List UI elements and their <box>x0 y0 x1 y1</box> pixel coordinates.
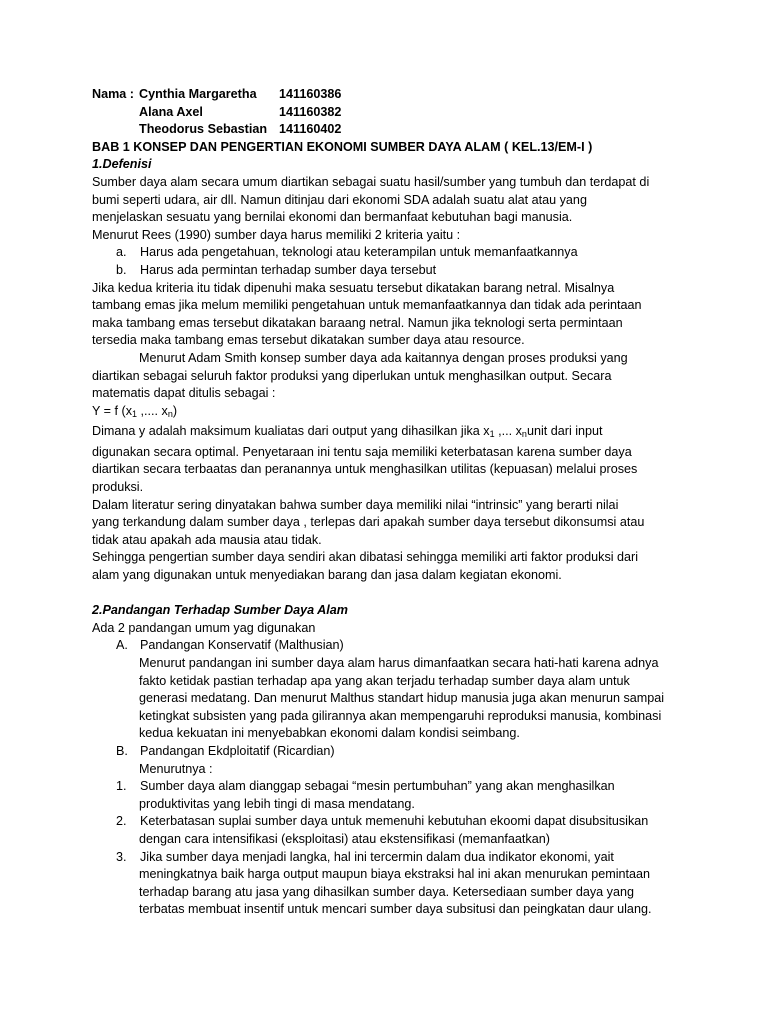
blank-line <box>92 585 682 603</box>
paragraph-line: produksi. <box>92 480 144 495</box>
list-continuation: produktivitas yang lebih tingi di masa mendatang. <box>139 796 415 811</box>
paragraph-line-indented: fakto ketidak pastian terhadap apa yang akan terjadu terhadap sumber daya alam untuk <box>139 673 630 688</box>
paragraph-line: diartikan sebagai seluruh faktor produksi yang diperlukan untuk menghasilkan output. Secara <box>92 368 612 383</box>
member-nim: 141160386 <box>279 87 342 101</box>
paragraph-line: digunakan secara optimal. Penyetaraan ini tentu saja memiliki keterbatasan karena sumber daya <box>92 444 632 459</box>
formula: Y = f ($x_1$ ,.... $x_n$) <box>92 403 178 419</box>
paragraph-line: Sumber daya alam secara umum diartikan sebagai suatu hasil/sumber yang tumbuh dan terdapat di <box>92 174 650 189</box>
numbered-item-2 <box>92 813 682 831</box>
view-item-b <box>92 743 682 761</box>
list-marker: 3. <box>116 849 127 864</box>
paragraph-line: Dalam literatur sering dinyatakan bahwa sumber daya memiliki nilai “intrinsic” yang berarti nilai <box>92 497 619 512</box>
paragraph-line: alam yang digunakan untuk menyediakan barang dan jasa dalam kegiatan ekonomi. <box>92 568 562 583</box>
paragraph-line-indented: Menurut Adam Smith konsep sumber daya ada kaitannya dengan proses produksi yang <box>139 350 628 365</box>
paragraph-line: bumi seperti udara, air dll. Namun ditinjau dari ekonomi SDA adalah suatu alat atau yang <box>92 192 587 207</box>
member-row-2 <box>92 104 682 122</box>
paragraph-line-indented: Menurut pandangan ini sumber daya alam harus dimanfaatkan secara hati-hati karena adnya <box>139 656 659 670</box>
paragraph-line: Menurut Rees (1990) sumber daya harus memiliki 2 kriteria yaitu : <box>92 227 461 242</box>
paragraph-line: Sehingga pengertian sumber daya sendiri akan dibatasi sehingga memiliki arti faktor produksi dari <box>92 550 639 565</box>
numbered-item-3 <box>92 849 682 867</box>
list-marker: A. <box>116 638 128 653</box>
member-name: Theodorus Sebastian <box>139 122 268 137</box>
list-text: Harus ada pengetahuan, teknologi atau keterampilan untuk memanfaatkannya <box>140 245 578 260</box>
section-heading-views: 2.Pandangan Terhadap Sumber Daya Alam <box>92 603 348 618</box>
list-text: Pandangan Konservatif (Malthusian) <box>140 638 344 653</box>
paragraph-line: Jika kedua kriteria itu tidak dipenuhi maka sesuatu tersebut dikatakan barang netral. Misalnya <box>92 280 615 295</box>
member-name: Alana Axel <box>139 104 203 119</box>
list-text: Sumber daya alam dianggap sebagai “mesin pertumbuhan” yang akan menghasilkan <box>140 779 615 794</box>
name-label: Nama : <box>92 87 134 101</box>
list-marker: a. <box>116 245 127 260</box>
criteria-item-a <box>92 244 682 262</box>
list-marker: b. <box>116 262 127 277</box>
list-text: Harus ada permintan terhadap sumber daya tersebut <box>140 262 437 277</box>
paragraph-line: tidak atau apakah ada mausia atau tidak. <box>92 532 322 547</box>
list-text: Jika sumber daya menjadi langka, hal ini tercermin dalam dua indikator ekonomi, yait <box>140 849 614 864</box>
view-item-a <box>92 637 682 655</box>
paragraph-line: Dimana y adalah maksimum kualiatas dari output yang dihasilkan jika $x_1$ ,... $x_nunit$ dari input <box>92 424 603 440</box>
member-row-1 <box>92 86 682 104</box>
paragraph-line: yang terkandung dalam sumber daya , terlepas dari apakah sumber daya tersebut dikonsumsi atau <box>92 515 645 530</box>
list-marker: 2. <box>116 814 127 829</box>
member-nim: 141160382 <box>279 104 342 119</box>
paragraph-line: diartikan secara terbaatas dan peranannya untuk menghasilkan utilitas (kepuasan) melalui proses <box>92 462 638 477</box>
member-name: Cynthia Margaretha <box>139 87 257 101</box>
paragraph-line: tersedia maka tambang emas tersebut dikatakan sumber daya atau resource. <box>92 333 525 348</box>
paragraph-line-indented: kedua kekuatan ini menyebabkan ekonomi dalam kondisi seimbang. <box>139 726 520 741</box>
paragraph-line: tambang emas jika melum memiliki pengetahuan untuk memanfaatkannya dan tidak ada perintaan <box>92 298 642 313</box>
section-heading-definition: 1.Defenisi <box>92 157 152 172</box>
list-continuation: terbatas membuat insentif untuk mencari sumber daya subsitusi dan peingkatan daur ulang. <box>139 902 652 917</box>
member-row-3 <box>92 121 682 139</box>
list-continuation: terhadap barang atu jasa yang dihasilkan sumber daya. Ketersediaan sumber daya yang <box>139 884 634 899</box>
paragraph-line-indented: generasi medatang. Dan menurut Malthus standart hidup manusia juga akan menurun sampai <box>139 691 665 706</box>
paragraph-line: maka tambang emas tersebut dikatakan baraang netral. Namun jika teknologi serta permintaan <box>92 315 623 330</box>
document-body <box>92 86 682 919</box>
chapter-title: BAB 1 KONSEP DAN PENGERTIAN EKONOMI SUMBER DAYA ALAM ( KEL.13/EM-I ) <box>92 139 593 154</box>
list-continuation: meningkatnya baik harga output maupun biaya ekstraksi hal ini akan menurukan pemintaan <box>139 867 651 882</box>
list-marker: 1. <box>116 779 127 794</box>
list-marker: B. <box>116 743 128 758</box>
paragraph-line: matematis dapat ditulis sebagai : <box>92 386 276 401</box>
numbered-item-1 <box>92 778 682 796</box>
list-text: Keterbatasan suplai sumber daya untuk memenuhi kebutuhan ekoomi dapat disubsitusikan <box>140 814 649 829</box>
member-nim: 141160402 <box>279 122 342 137</box>
criteria-item-b <box>92 262 682 280</box>
paragraph-line: Ada 2 pandangan umum yag digunakan <box>92 620 316 635</box>
paragraph-line-indented: ketingkat subsisten yang pada gilirannya akan mempengaruhi reproduksi manusia, kombinasi <box>139 708 662 723</box>
paragraph-line: menjelaskan sesuatu yang bernilai ekonomi dan bermanfaat kebutuhan bagi manusia. <box>92 210 573 225</box>
list-continuation: dengan cara intensifikasi (eksploitasi) atau ekstensifikasi (memanfaatkan) <box>139 831 550 846</box>
list-text: Pandangan Ekdploitatif (Ricardian) <box>140 743 335 758</box>
paragraph-line-indented: Menurutnya : <box>139 761 213 776</box>
